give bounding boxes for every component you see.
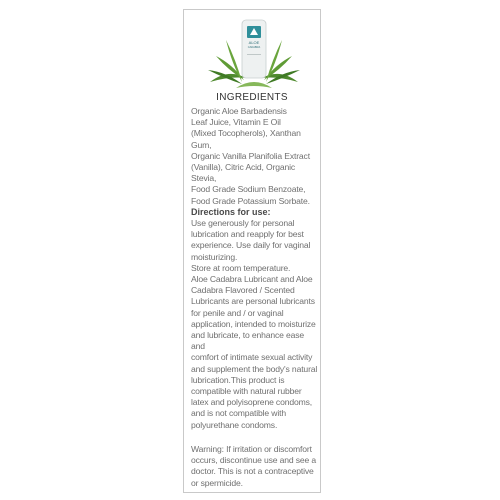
lubricant-bottle-icon [242, 20, 266, 78]
warning-text: Warning: If irritation or discomfort occurs, discontinue use and see a doctor. This is not a contraceptive or spermicide. [191, 444, 316, 488]
ingredients-list: Organic Aloe Barbadensis Leaf Juice, Vitamin E Oil (Mixed Tocopherols), Xanthan Gum, Organic Vanilla Planifolia Extract (Vanilla), Citric Acid, Organic Stevia, Food Grade Sodium Benzoate, Food Grade Potassium Sorbate. [191, 106, 310, 206]
directions-heading: Directions for use: [191, 207, 271, 217]
aloe-product-illustration [206, 16, 302, 92]
svg-text:CADABRA: CADABRA [247, 46, 261, 49]
svg-text:ALOE: ALOE [248, 40, 260, 45]
ingredients-label-card [183, 9, 321, 493]
ingredients-heading: INGREDIENTS [216, 92, 288, 103]
directions-text: Use generously for personal lubrication and reapply for best experience. Use daily for vaginal moisturizing. Store at room temperature. Aloe Cadabra Lubricant and Aloe Cadabra Flavored / Scented Lubricants are personal lubricants for penile and / or vaginal application, intended to moisturize and lubricate, to enhance ease and comfort of intimate sexual activity and supplement the body's natural lubrication.This product is compatible with natural rubber latex and polyisoprene condoms, and is not compatible with polyurethane condoms. [191, 218, 318, 430]
